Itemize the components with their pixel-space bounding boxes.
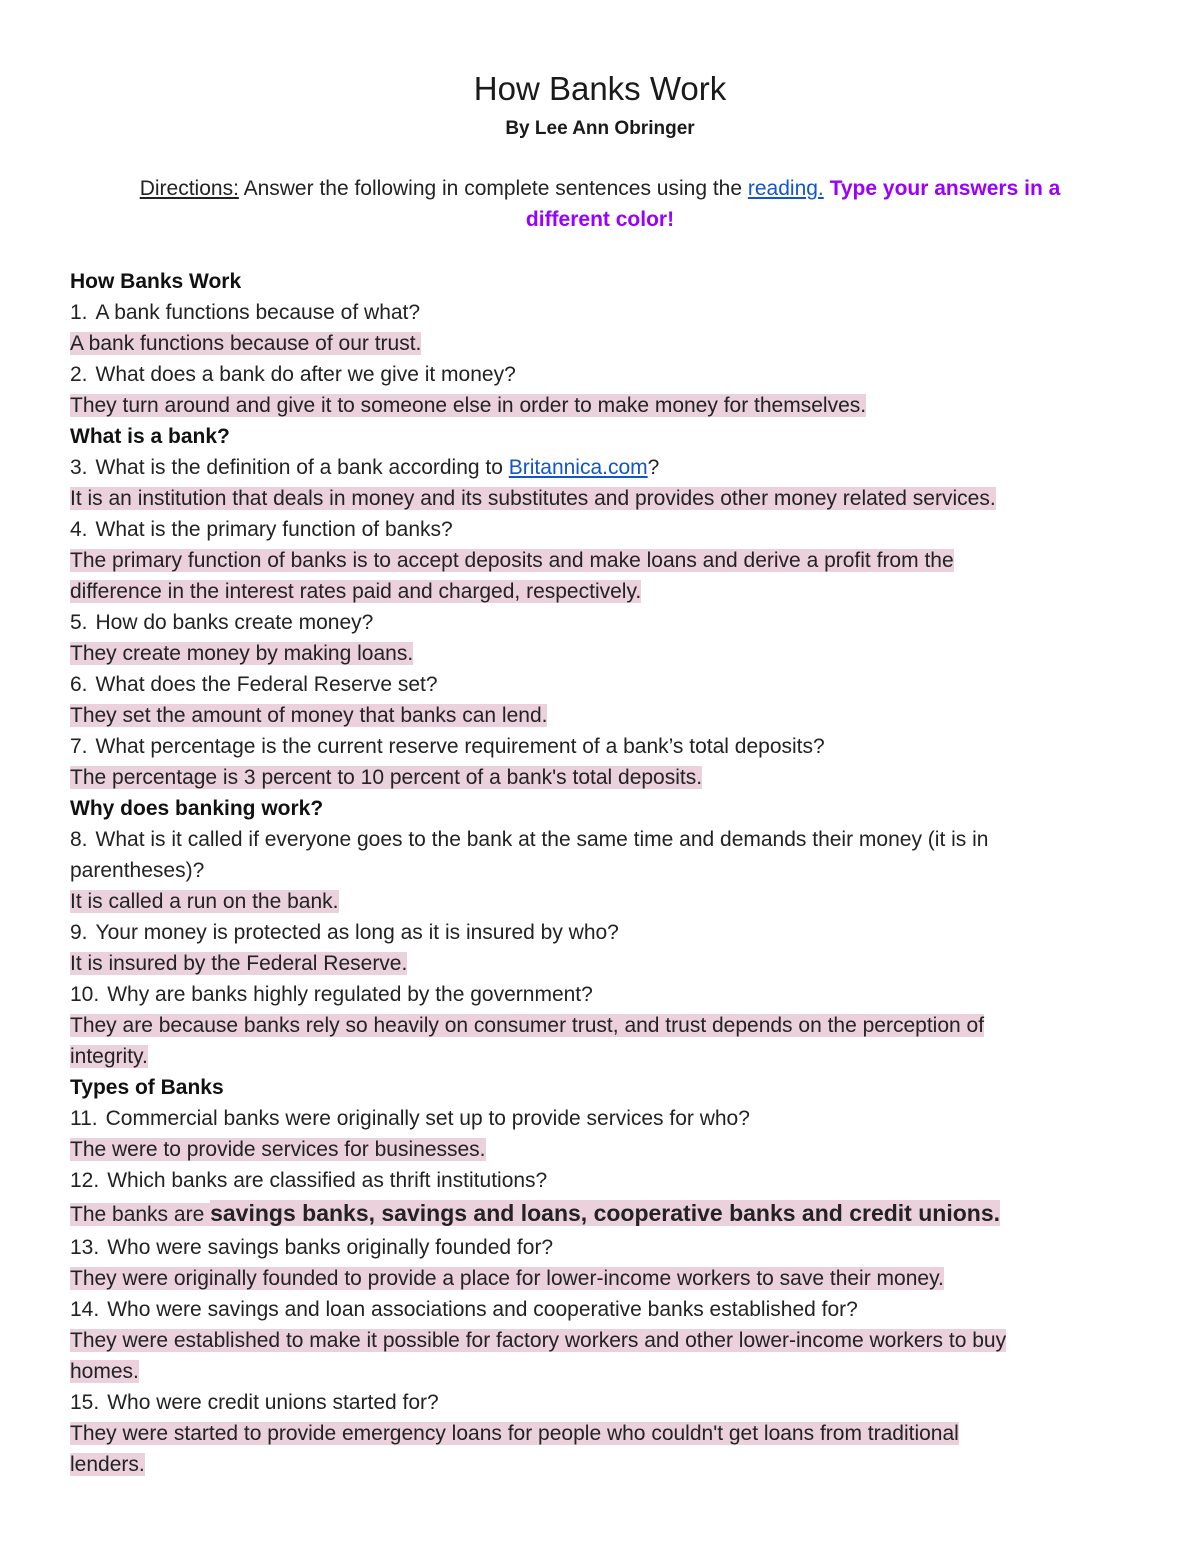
answer-14[interactable]: They were established to make it possible for factory workers and other lower-income workers to buy [70,1329,1007,1352]
question-2: 2. What does a bank do after we give it money? [70,363,516,386]
answer-1[interactable]: A bank functions because of our trust. [70,332,422,355]
answer-8[interactable]: It is called a run on the bank. [70,890,339,913]
question-9: 9. Your money is protected as long as it is insured by who? [70,921,619,944]
directions-label: Directions: [139,177,239,200]
answer-9[interactable]: It is insured by the Federal Reserve. [70,952,408,975]
question-5: 5. How do banks create money? [70,611,374,634]
section-heading: How Banks Work [70,270,242,293]
answer-4[interactable]: The primary function of banks is to accept deposits and make loans and derive a profit from the [70,549,954,572]
answer-10[interactable]: They are because banks rely so heavily on consumer trust, and trust depends on the perception of [70,1014,985,1037]
question-7: 7. What percentage is the current reserve requirement of a bank’s total deposits? [70,735,825,758]
answer-12[interactable]: The banks are savings banks, savings and loans, cooperative banks and credit unions. [70,1200,1000,1226]
question-15: 15. Who were credit unions started for? [70,1391,439,1414]
answer-15-cont[interactable]: lenders. [70,1453,145,1476]
section-heading: Why does banking work? [70,797,324,820]
directions-emphasis: Type your answers in a [823,177,1061,200]
directions [70,173,1130,235]
question-3: 3. What is the definition of a bank according to Britannica.com? [70,456,660,479]
answer-3[interactable]: It is an institution that deals in money and its substitutes and provides other money related services. [70,487,996,510]
answer-11[interactable]: The were to provide services for businesses. [70,1138,486,1161]
directions-text: Answer the following in complete sentences using the [238,177,748,200]
answer-15[interactable]: They were started to provide emergency loans for people who couldn't get loans from traditional [70,1422,959,1445]
question-6: 6. What does the Federal Reserve set? [70,673,438,696]
answer-7[interactable]: The percentage is 3 percent to 10 percent of a bank's total deposits. [70,766,703,789]
answer-2[interactable]: They turn around and give it to someone else in order to make money for themselves. [70,394,867,417]
worksheet-content [70,266,1130,1480]
answer-14-cont[interactable]: homes. [70,1360,139,1383]
directions-emphasis-2: different color! [525,208,675,231]
document-title: How Banks Work [473,70,727,107]
section-heading: Types of Banks [70,1076,224,1099]
answer-4-cont[interactable]: difference in the interest rates paid and charged, respectively. [70,580,642,603]
section-heading: What is a bank? [70,425,230,448]
question-10: 10. Why are banks highly regulated by the government? [70,983,593,1006]
question-14: 14. Who were savings and loan associations and cooperative banks established for? [70,1298,858,1321]
question-8: 8. What is it called if everyone goes to the bank at the same time and demands their money (it is in [70,828,989,851]
reading-link[interactable]: reading. [747,177,824,200]
author-byline: By Lee Ann Obringer [505,118,695,139]
question-8-cont: parentheses)? [70,859,205,882]
britannica-link[interactable]: Britannica.com [508,456,648,479]
question-1: 1. A bank functions because of what? [70,301,421,324]
answer-6[interactable]: They set the amount of money that banks can lend. [70,704,548,727]
answer-10-cont[interactable]: integrity. [70,1045,148,1068]
question-4: 4. What is the primary function of banks? [70,518,453,541]
question-13: 13. Who were savings banks originally founded for? [70,1236,554,1259]
question-11: 11. Commercial banks were originally set up to provide services for who? [70,1107,750,1130]
question-12: 12. Which banks are classified as thrift institutions? [70,1169,548,1192]
answer-13[interactable]: They were originally founded to provide a place for lower-income workers to save their money. [70,1267,944,1290]
answer-5[interactable]: They create money by making loans. [70,642,414,665]
